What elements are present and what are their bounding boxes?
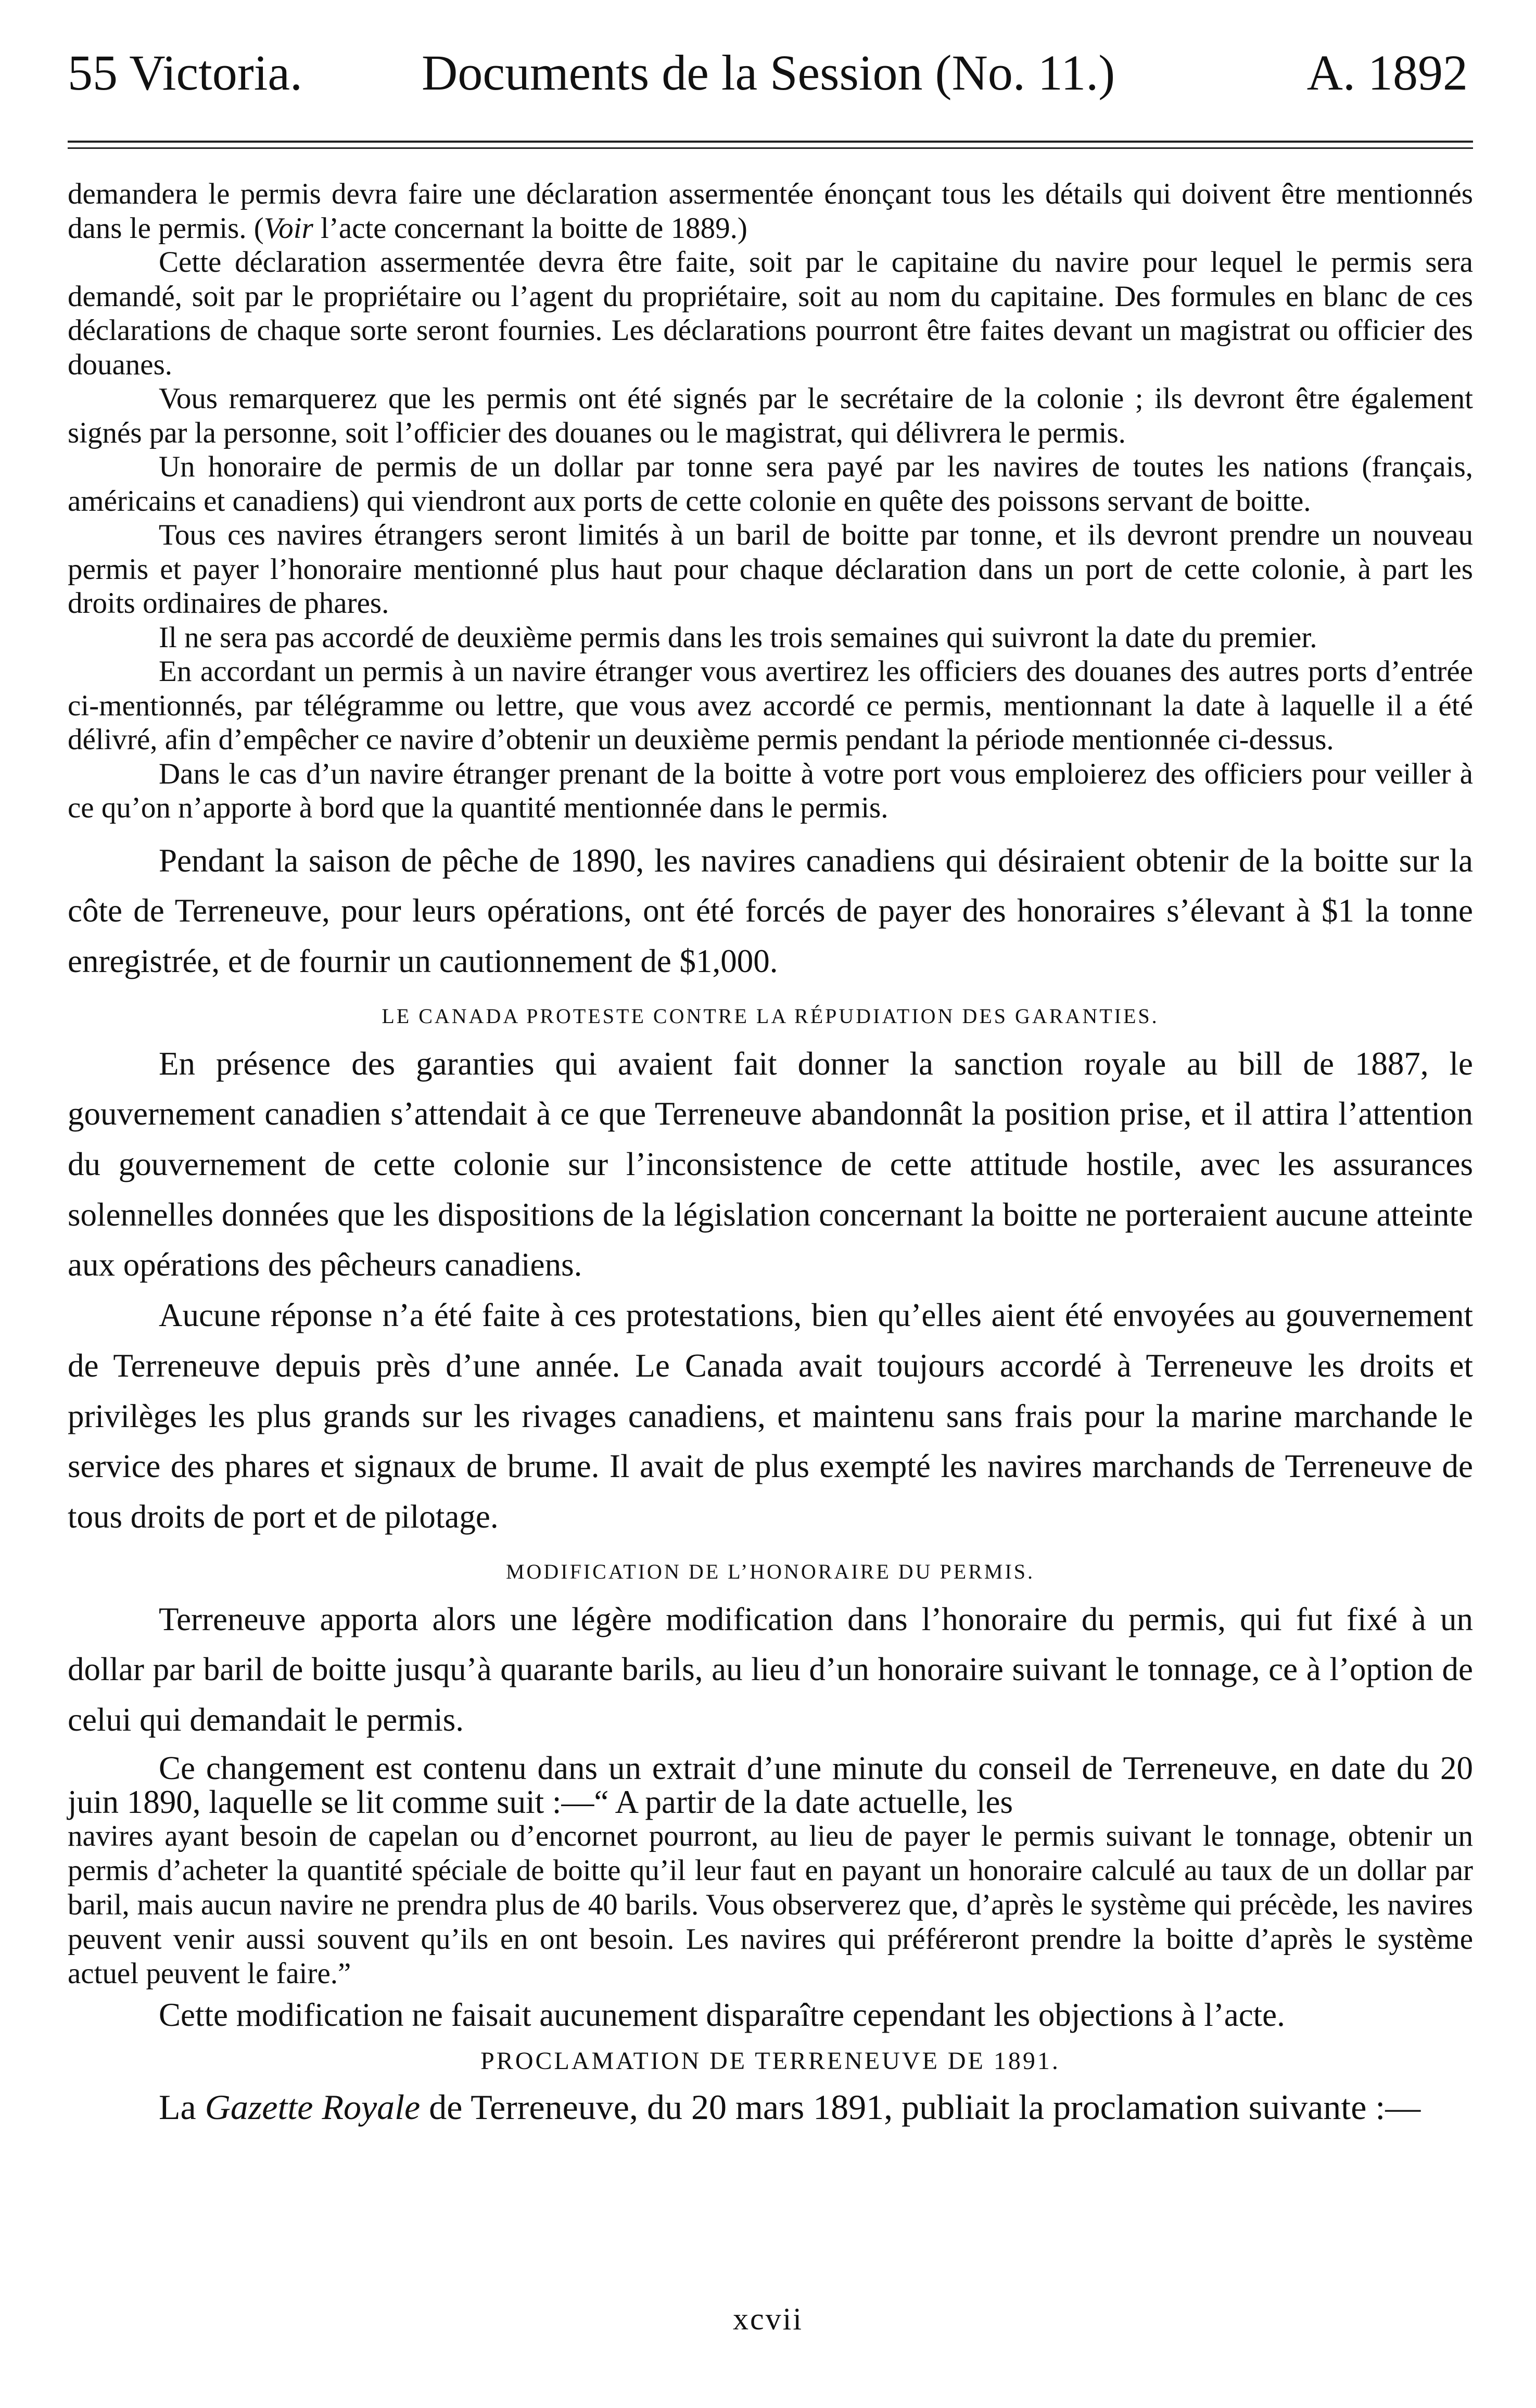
header-rule-bottom xyxy=(68,147,1473,149)
paragraph-signatures: Vous remarquerez que les permis ont été signés par le secrétaire de la colonie ; ils devront être également signés par la personne, soit l’officier des douanes ou le magistrat, qui délivrera le permis. xyxy=(68,382,1473,449)
page-number: xcvii xyxy=(733,2302,803,2336)
paragraph-objections: Cette modification ne faisait aucunement disparaître cependant les objections à l’acte. xyxy=(159,1996,1285,2033)
body-text xyxy=(68,177,1473,2130)
paragraph-fee-modification: Terreneuve apporta alors une légère modification dans l’honoraire du permis, qui fut fixé à un dollar par baril de boitte jusqu’à quarante barils, au lieu d’un honoraire suivant le tonnage, ce à l’option de celui qui demandait le permis. xyxy=(68,1600,1473,1738)
header-rule-top xyxy=(68,141,1473,143)
voir-italic: Voir xyxy=(263,211,313,245)
paragraph-declaration: Cette déclaration assermentée devra être faite, soit par le capitaine du navire pour lequel le permis sera demandé, soit par le propriétaire ou l’agent du propriétaire, soit au nom du capitaine. Des formules en blanc de ces déclarations de chaque sorte seront fournies. Les déclarations pourront être faites devant un magistrat ou officier des douanes. xyxy=(68,246,1473,381)
paragraph-guarantees: En présence des garanties qui avaient fait donner la sanction royale au bill de 1887, le gouvernement canadien s’attendait à ce que Terreneuve abandonnât la position prise, et il attira l’attention du gouvernement de cette colonie sur l’inconsistence de cette attitude hostile, avec les assurances solennelles données que les dispositions de la législation concernant la boitte ne porteraient aucune atteinte aux opérations des pêcheurs canadiens. xyxy=(68,1045,1473,1283)
section-heading-proclamation: PROCLAMATION DE TERRENEUVE DE 1891. xyxy=(480,2047,1060,2075)
paragraph-council-minute: Ce changement est contenu dans un extrait d’une minute du conseil de Terreneuve, en date du 20 juin 1890, laquelle se lit comme suit :—“ A partir de la date actuelle, les xyxy=(68,1749,1473,1820)
header-regnal-year: 55 Victoria. xyxy=(68,45,303,100)
paragraph-no-response: Aucune réponse n’a été faite à ces protestations, bien qu’elles aient été envoyées au gouvernement de Terreneuve depuis près d’une année. Le Canada avait toujours accordé à Terreneuve les droits et privilèges les plus grands sur les rivages canadiens, et maintenu sans frais pour la marine marchande le service des phares et signaux de brume. Il avait de plus exempté les navires marchands de Terreneuve de tous droits de port et de pilotage. xyxy=(68,1297,1473,1535)
header-year: A. 1892 xyxy=(1306,45,1468,100)
paragraph-foreign-vessel: Dans le cas d’un navire étranger prenant de la boitte à votre port vous emploierez des officiers pour veiller à ce qu’on n’apporte à bord que la quantité mentionnée dans le permis. xyxy=(68,757,1473,824)
paragraph-fee: Un honoraire de permis de un dollar par tonne sera payé par les navires de toutes les nations (français, américains et canadiens) qui viendront aux ports de cette colonie en quête des poissons servant de boitte. xyxy=(68,450,1473,518)
paragraph-notify-officers: En accordant un permis à un navire étranger vous avertirez les officiers des douanes des autres ports d’entrée ci-mentionnés, par télégramme ou lettre, que vous avez accordé ce permis, mentionnant la date à laquelle il a été délivré, afin d’empêcher ce navire d’obtenir un deuxième permis pendant la période mentionnée ci-dessus. xyxy=(68,655,1473,756)
header-title: Documents de la Session (No. 11.) xyxy=(422,45,1115,100)
paragraph-council-minute-quote: navires ayant besoin de capelan ou d’encornet pourront, au lieu de payer le permis suivant le tonnage, obtenir un permis d’acheter la quantité spéciale de boitte qu’il leur faut en payant un honoraire calculé au taux de un dollar par baril, mais aucun navire ne prendra plus de 40 barils. Vous observerez que, d’après le système qui précède, les navires peuvent venir aussi souvent qu’ils en ont besoin. Les navires qui préféreront prendre la boitte d’après le système actuel peuvent le faire.” xyxy=(68,1819,1473,1990)
paragraph-continuation: demandera le permis devra faire une déclaration assermentée énonçant tous les détails qui doivent être mentionnés dans le permis. (Voir l’acte concernant la boitte de 1889.) xyxy=(68,178,1473,245)
running-header xyxy=(68,42,1468,104)
paragraph-1890-season: Pendant la saison de pêche de 1890, les navires canadiens qui désiraient obtenir de la boitte sur la côte de Terreneuve, pour leurs opérations, ont été forcés de payer des honoraires s’élevant à $1 la tonne enregistrée, et de fournir un cautionnement de $1,000. xyxy=(68,842,1473,979)
paragraph-second-permit: Il ne sera pas accordé de deuxième permis dans les trois semaines qui suivront la date du premier. xyxy=(159,621,1317,654)
section-heading-protest: LE CANADA PROTESTE CONTRE LA RÉPUDIATION DES GARANTIES. xyxy=(382,1004,1159,1028)
gazette-italic: Gazette Royale xyxy=(205,2087,421,2127)
section-heading-modification: MODIFICATION DE L’HONORAIRE DU PERMIS. xyxy=(505,1559,1035,1583)
paragraph-limits: Tous ces navires étrangers seront limités à un baril de boitte par tonne, et ils devront prendre un nouveau permis et payer l’honoraire mentionné plus haut pour chaque déclaration dans un port de cette colonie, à part les droits ordinaires de phares. xyxy=(68,519,1473,620)
paragraph-royal-gazette: La Gazette Royale de Terreneuve, du 20 mars 1891, publiait la proclamation suivante :— xyxy=(159,2087,1421,2127)
